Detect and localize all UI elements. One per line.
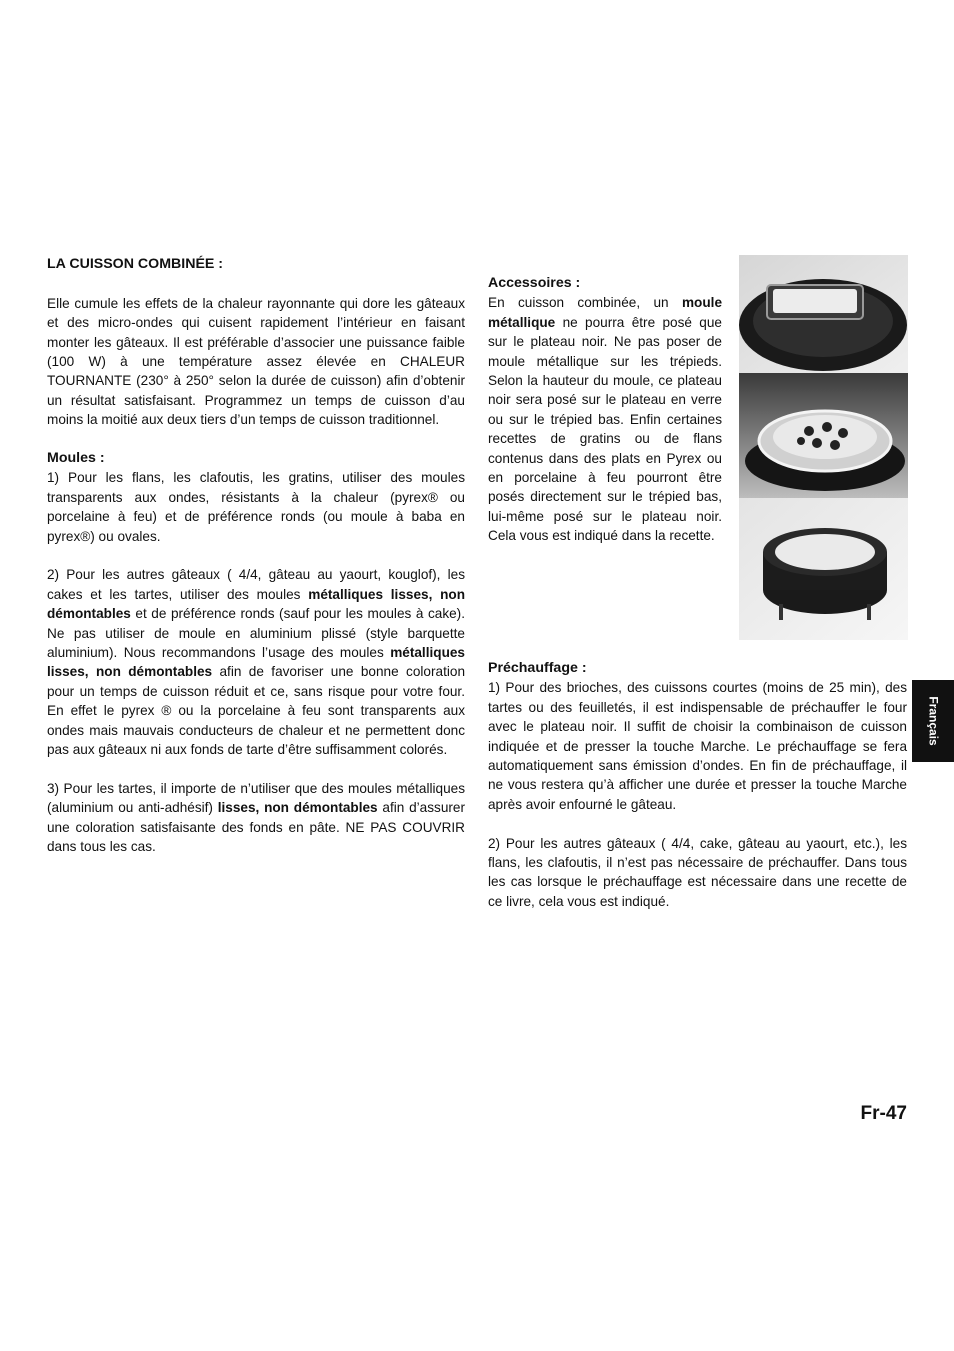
moules-paragraph-1: 1) Pour les flans, les clafoutis, les gratins, utiliser des moules transparents aux ondes, résistants à la chaleur (pyrex® ou porcelaine à feu) et de préférence ronds (ou moule à baba en pyrex®) ou ovales. — [47, 470, 465, 544]
prechauffage-paragraph-2: 2) Pour les autres gâteaux ( 4/4, cake, gâteau au yaourt, etc.), les flans, les clafoutis, il n’est pas nécessaire de préchauffer. Dans tous les cas lorsque le préchauffage est nécessaire dans une recette de ce livre, cela vous est indiqué. — [488, 835, 907, 909]
accessoires-paragraph: En cuisson combinée, un moule métallique ne pourra être posé que sur le plateau noir. Ne pas poser de moule métallique sur les trépieds. Selon la hauteur du moule, ce plateau noir sera posé sur le plateau en verre ou sur le trépied bas. Enfin certaines recettes de gratins ou de flans contenus dans des plats en Pyrex ou en porcelaine à feu pourront être posés directement sur le trépied bas, lui-même posé sur le plateau noir. Cela vous est indiqué dans la recette. — [488, 295, 722, 544]
accessory-photos — [739, 255, 908, 640]
page-number: Fr-47 — [860, 1103, 907, 1124]
intro-paragraph: Elle cumule les effets de la chaleur rayonnante qui dore les gâteaux et des micro-ondes qui cuisent rapidement l’intérieur en faisant monter les gâteaux. Il est préférable d’associer une puissance faible (100 W) à une température assez élevée en CHALEUR TOURNANTE (230° à 250° selon la durée de cuisson) afin d’obtenir un résultat satisfaisant. Programmez un temps de cuisson d’au moins la moitié aux deux tiers d’un temps de cuisson traditionnel. — [47, 295, 465, 428]
prechauffage-paragraph-1: 1) Pour des brioches, des cuissons courtes (moins de 25 min), des tartes ou des feuilletés, il est indispensable de préchauffer le four avec le plateau noir. Il suffit de choisir la combinaison de cuisson indiquée et de presser la touche Marche. Le préchauffage se fera automatiquement sans émission d’ondes. En fin de préchauffage, il ne vous restera qu’à afficher une durée et presser la touche Marche après avoir enfourné le gâteau. — [488, 680, 907, 812]
accessoires-heading: Accessoires : — [488, 275, 581, 291]
moules-paragraph-2: 2) Pour les autres gâteaux ( 4/4, gâteau au yaourt, kouglof), les cakes et les tartes, utiliser des moules métalliques lisses, non démontables et de préférence ronds (sauf pour les moules à cake). Ne pas utiliser de moule en aluminium plissé (style barquette aluminium). Nous recommandons l’usage des moules métalliques lisses, non démontables afin de favoriser une bonne coloration pour un temps de cuisson réduit et ce, sans risque pour votre four. En effet le pyrex ® ou la porcelaine à feu sont transparents aux ondes mais mauvais conducteurs de chaleur et ne permettent donc pas aux gâteaux ni aux fonds de tarte d’être suffisamment colorés. — [47, 567, 466, 758]
prechauffage-heading: Préchauffage : — [488, 660, 587, 676]
language-tab-label: Français — [926, 696, 941, 746]
moules-paragraph-3: 3) Pour les tartes, il importe de n’utiliser que des moules métalliques (aluminium ou anti-adhésif) lisses, non démontables afin d’assurer une coloration satisfaisante des fonds en pâte. NE PAS COUVRIR dans tous les cas. — [47, 780, 465, 855]
black-plate-with-pan-photo — [739, 255, 908, 373]
high-trivet-with-mold-photo — [739, 498, 908, 640]
accessoires-section — [488, 274, 722, 546]
language-tab — [912, 680, 954, 762]
moules-heading: Moules : — [47, 450, 105, 467]
left-column — [47, 255, 465, 857]
section-heading: LA CUISSON COMBINÉE : — [47, 256, 224, 272]
prechauffage-section — [488, 659, 907, 911]
low-trivet-with-dish-photo — [739, 373, 908, 498]
